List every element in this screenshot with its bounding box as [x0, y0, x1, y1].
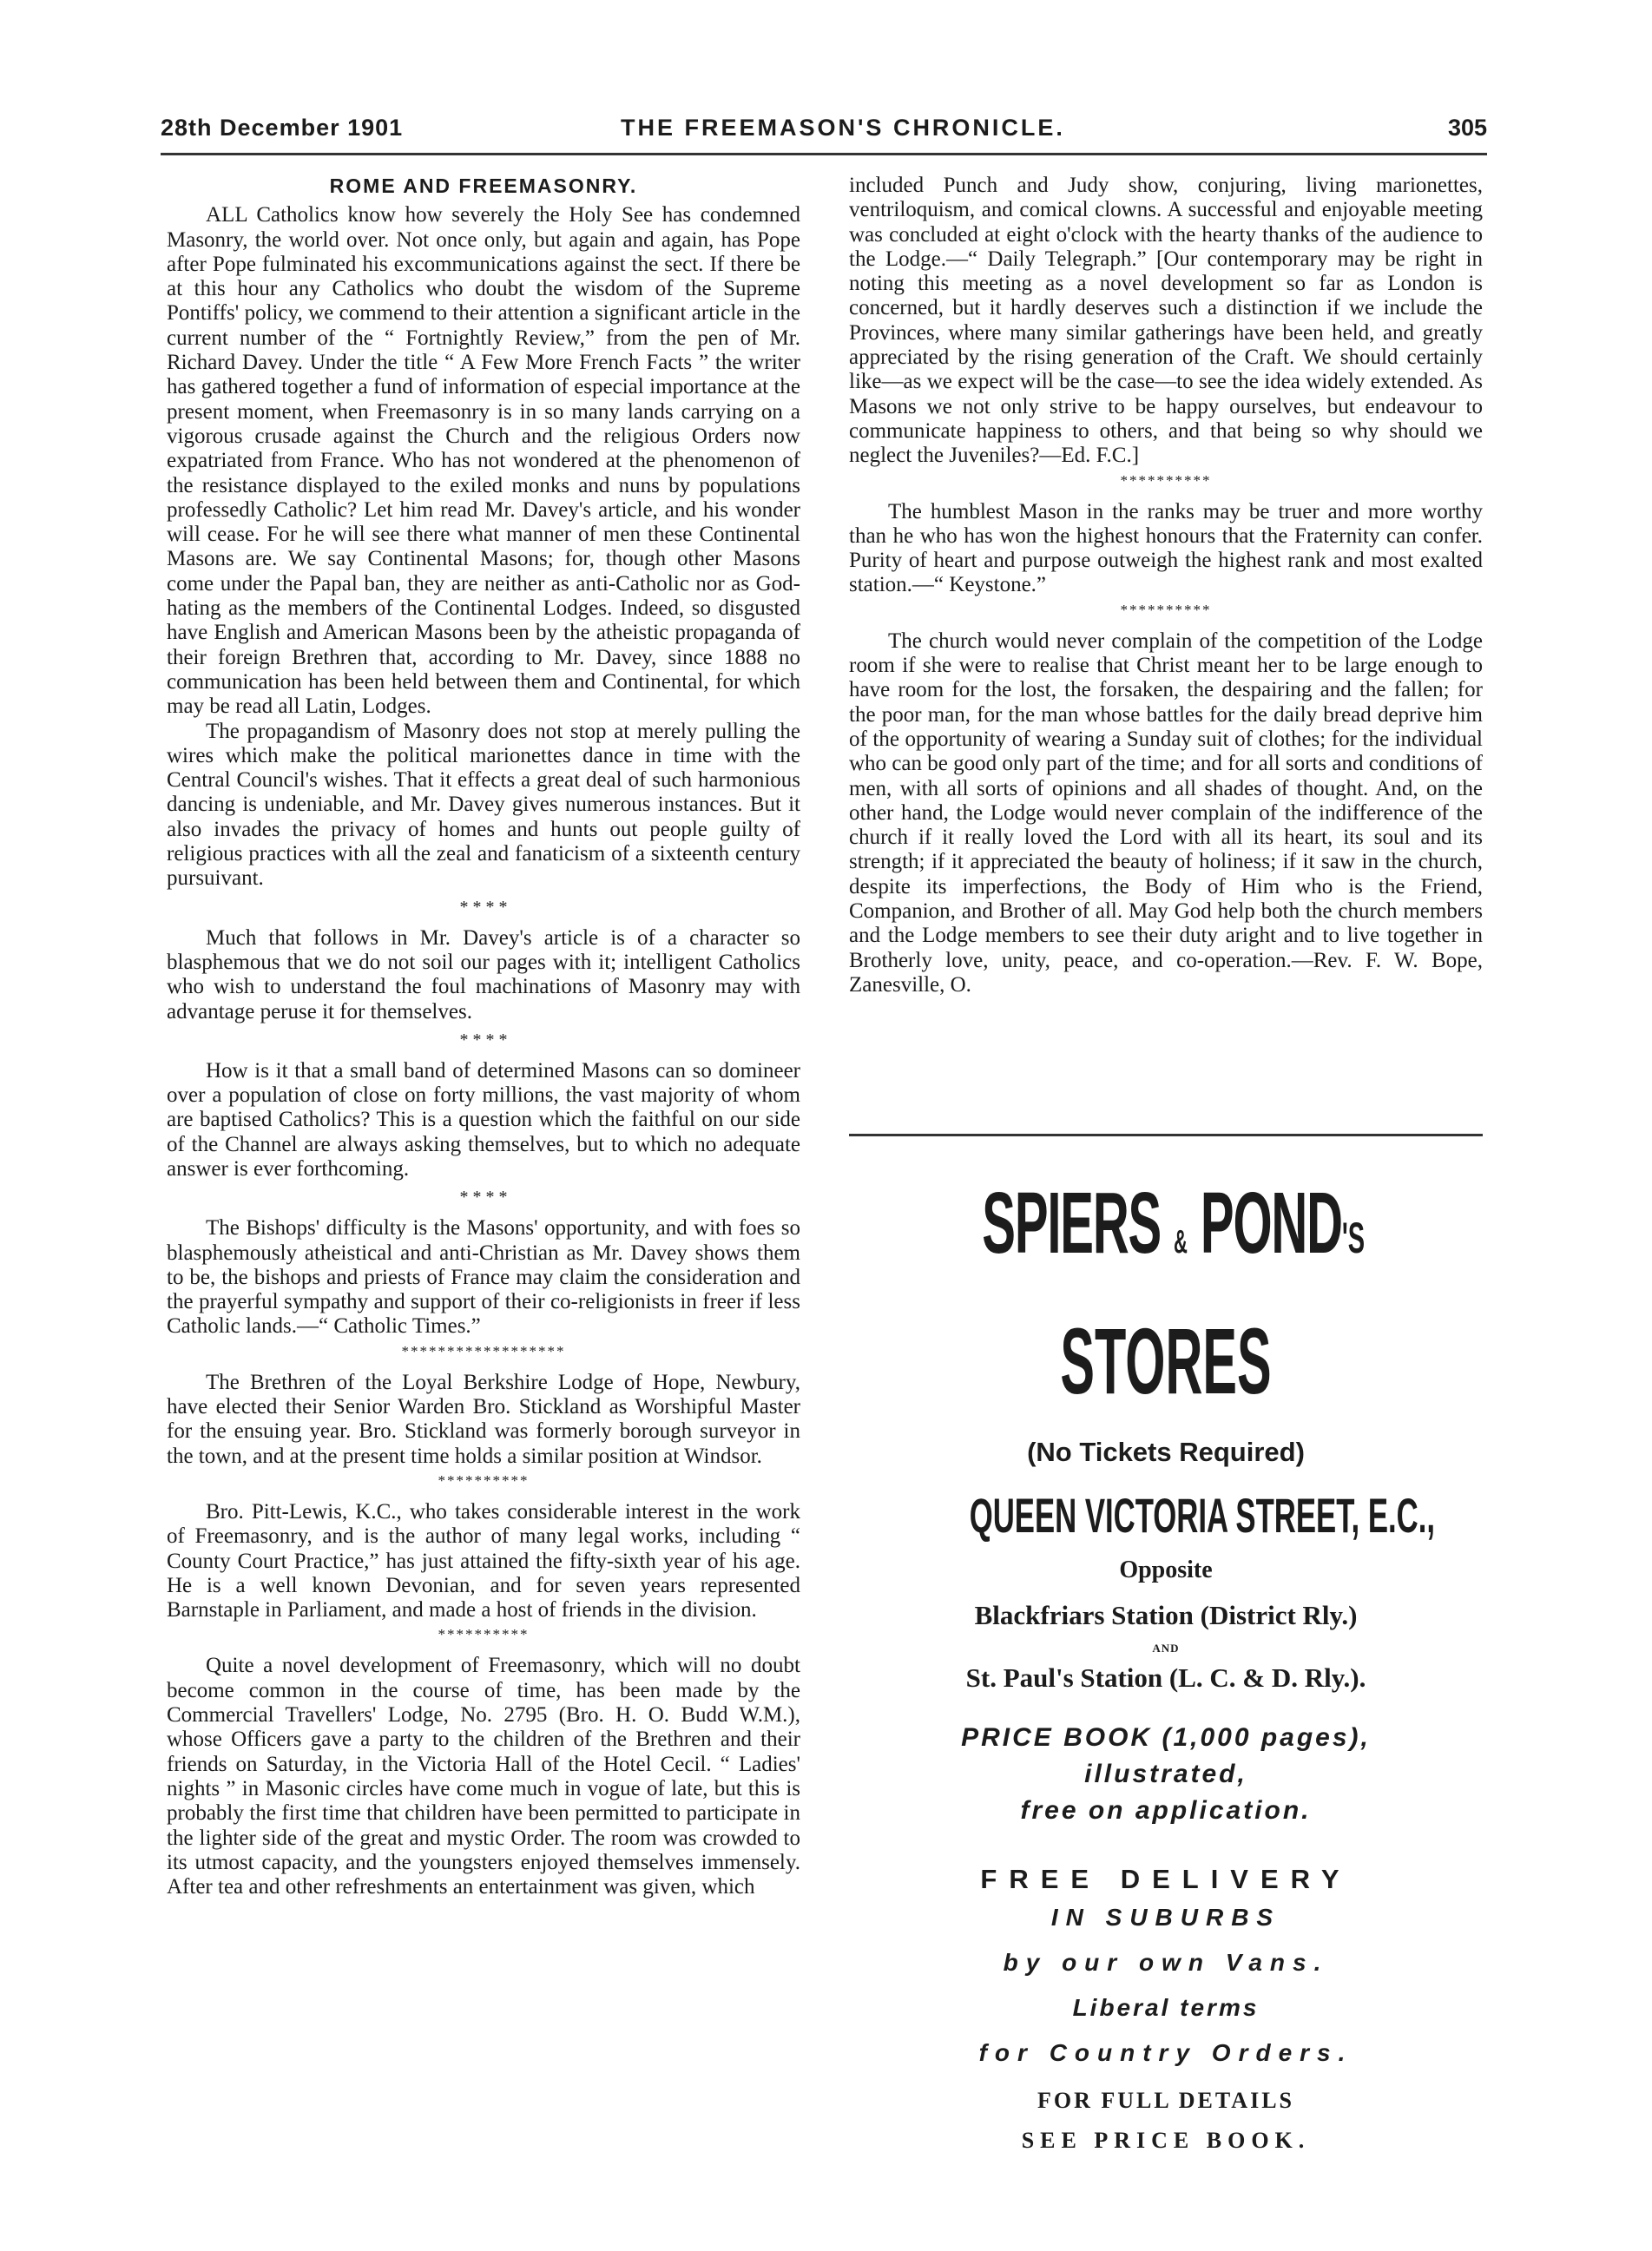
- advert-brand: [982, 1175, 1366, 1289]
- advert-station: Blackfriars Station (District Rly.): [974, 1600, 1358, 1630]
- paragraph: The Brethren of the Loyal Berkshire Lodge of Hope, Newbury, have elected their Senior Warden Bro. Stickland as Worshipful Master for the ensuing year. Bro. Stickland was formerly borough surveyor in the town, and at the present time holds a similar position at Windsor.: [167, 1370, 800, 1468]
- advert-price-book: PRICE BOOK (1,000 pages),: [961, 1723, 1371, 1752]
- advert-country-orders: for Country Orders.: [978, 2039, 1353, 2066]
- paragraph: Quite a novel development of Freemasonry, which will no doubt become common in the course of time, has been made by the Commercial Travellers' Lodge, No. 2795 (Bro. H. O. Budd W.M.), whose Officers gave a party to the children of the Brethren and their friends on Saturday, in the Victoria Hall of the Hotel Cecil. “ Ladies' nights ” in Masonic circles have come much in vogue of late, but this is probably the first time that children have been permitted to participate in the lighter side of the great and mystic Order. The room was crowded to its utmost capacity, and the youngsters enjoyed themselves immensely. After tea and other refreshments an entertainment was given, which: [167, 1654, 800, 1899]
- advert-tickets: (No Tickets Required): [1027, 1437, 1305, 1467]
- advert-free-delivery: FREE DELIVERY: [980, 1864, 1352, 1894]
- paragraph: Bro. Pitt-Lewis, K.C., who takes considerable interest in the work of Freemasonry, and is the author of many legal works, including “ County Court Practice,” has just attained the fifty-sixth year of his age. He is a well known Devonian, and for seven years represented Barnstaple in Parliament, and made a host of friends in the division.: [167, 1499, 800, 1622]
- section-separator: * * * *: [459, 1188, 508, 1208]
- star-divider: **********: [438, 1471, 530, 1489]
- advert-and: AND: [1152, 1642, 1180, 1655]
- advert-vans: by our own Vans.: [1003, 1949, 1329, 1976]
- spiers-pond-advert: [849, 1176, 1483, 2161]
- page-header: [161, 115, 1487, 149]
- advert-suburbs: IN SUBURBS: [1050, 1904, 1281, 1931]
- advert-liberal-terms: Liberal terms: [1072, 1994, 1260, 2021]
- advert-free-application: free on application.: [1020, 1796, 1312, 1825]
- paragraph: The humblest Mason in the ranks may be truer and more worthy than he who has won the highest honours that the Fraternity can confer. Purity of heart and purpose outweigh the highest rank and most exalted station.—“ Keystone.”: [849, 499, 1483, 597]
- star-divider: ******************: [401, 1342, 566, 1359]
- issue-date: 28th December 1901: [161, 115, 404, 141]
- paragraph: included Punch and Judy show, conjuring, living marionettes, ventriloquism, and comical clowns. A successful and enjoyable meeting was concluded at eight o'clock with the hearty thanks of the audience to the Lodge.—“ Daily Telegraph.” [Our contemporary may be right in noting this meeting as a novel development so far as London is concerned, but it hardly deserves such a distinction if we include the Provinces, where many similar gatherings have been held, and greatly appreciated by the rising generation of the Craft. We should certainly like—as we expect will be the case—to see the idea widely extended. As Masons we not only strive to be happy ourselves, but endeavour to communicate happiness to others, and that being so why should we neglect the Juveniles?—Ed. F.C.]: [849, 174, 1483, 468]
- page-number: 305: [1447, 115, 1487, 141]
- advert-street: QUEEN VICTORIA STREET, E.C.,: [969, 1488, 1436, 1543]
- paragraph: Much that follows in Mr. Davey's article is of a character so blasphemous that we do not soil our pages with it; intelligent Catholics who wish to understand the foul machinations of Masonry may with advantage peruse it for themselves.: [167, 925, 800, 1023]
- advert-illustrated: illustrated,: [1084, 1760, 1247, 1788]
- advert-see-price-book: SEE PRICE BOOK.: [1021, 2128, 1311, 2153]
- star-divider: **********: [438, 1626, 530, 1643]
- advert-station: St. Paul's Station (L. C. & D. Rly.).: [965, 1662, 1366, 1693]
- publication-title: THE FREEMASON'S CHRONICLE.: [621, 115, 1065, 141]
- advert-stores: STORES: [1060, 1308, 1272, 1413]
- advert-opposite: Opposite: [1119, 1557, 1213, 1583]
- star-divider: **********: [1120, 471, 1212, 489]
- paragraph: ALL Catholics know how severely the Holy See has condemned Masonry, the world over. Not once only, but again and again, has Pope after Pope fulminated his excommunications against the sect. If there be at this hour any Catholics who doubt the wisdom of the Supreme Pontiffs' policy, we commend to their attention a significant article in the current number of the “ Fortnightly Review,” from the pen of Mr. Richard Davey. Under the title “ A Few More French Facts ” the writer has gathered together a fund of information of especial importance at the present moment, when Freemasonry is in so many lands carrying on a vigorous crusade against the Church and the religious Orders now expatriated from France. Who has not wondered at the phenomenon of the resistance displayed to the exiled monks and nuns by populations professedly Catholic? Let him read Mr. Davey's article, and his wonder will cease. For he will see there what manner of men these Continental Masons are. We say Continental Masons; for, though other Masons come under the Papal ban, they are neither as anti-Catholic nor as God-hating as the members of the Continental Lodges. Indeed, so disgusted have English and American Masons been by the atheistic propaganda of their foreign Brethren that, according to Mr. Davey, since 1888 no communication has been held between them and Continental, for which may be read all Latin, Lodges.: [167, 203, 800, 719]
- advert-full-details: FOR FULL DETAILS: [1037, 2088, 1294, 2113]
- brand-ampersand: &: [1174, 1224, 1188, 1260]
- left-column: [167, 174, 800, 1899]
- header-rule: [161, 153, 1487, 155]
- brand-possessive: 'S: [1341, 1214, 1366, 1262]
- article-heading: ROME AND FREEMASONRY.: [329, 174, 638, 197]
- star-divider: **********: [1120, 601, 1212, 618]
- paragraph: The church would never complain of the competition of the Lodge room if she were to realise that Christ meant her to be large enough to have room for the lost, the forsaken, the despairing and the fallen; for the poor man, for the man whose battles for the daily bread deprive him of the opportunity of wearing a Sunday suit of clothes; for the individual who can be good only part of the time; and for all sorts and conditions of men, with all sorts of opinions and all shades of thought. And, on the other hand, the Lodge would never complain of the indifference of the church if it really loved the Lord with all its heart, its soul and its strength; if it appreciated the beauty of holiness; if it saw in the church, despite its imperfections, the Body of Him who is the Friend, Companion, and Brother of all. May God help both the church members and the Lodge members to see their duty aright and to live together in Brotherly love, unity, peace, and co-operation.—Rev. F. W. Bope, Zanesville, O.: [849, 629, 1483, 997]
- brand-word: SPIERS: [982, 1175, 1162, 1272]
- paragraph: How is it that a small band of determined Masons can so domineer over a population of close on forty millions, the vast majority of whom are baptised Catholics? This is a question which the faithful on our side of the Channel are always asking themselves, but to which no adequate answer is ever forthcoming.: [167, 1058, 800, 1181]
- section-separator: * * * *: [459, 897, 508, 917]
- brand-word: POND: [1200, 1175, 1342, 1272]
- paragraph: The propagandism of Masonry does not stop at merely pulling the wires which make the political marionettes dance in time with the Central Council's wishes. That it effects a great deal of such harmonious dancing is undeniable, and Mr. Davey gives numerous instances. But it also invades the privacy of homes and hunts out people guilty of religious practices with all the zeal and fanaticism of a sixteenth century pursuivant.: [167, 719, 800, 891]
- paragraph: The Bishops' difficulty is the Masons' opportunity, and with foes so blasphemously atheistical and anti-Christian as Mr. Davey shows them to be, the bishops and priests of France may claim the consideration and the prayerful sympathy and support of their co-religionists in freer if less Catholic lands.—“ Catholic Times.”: [167, 1216, 800, 1339]
- right-column: [849, 174, 1483, 997]
- advert-rule: [849, 1134, 1483, 1136]
- section-separator: * * * *: [459, 1030, 508, 1050]
